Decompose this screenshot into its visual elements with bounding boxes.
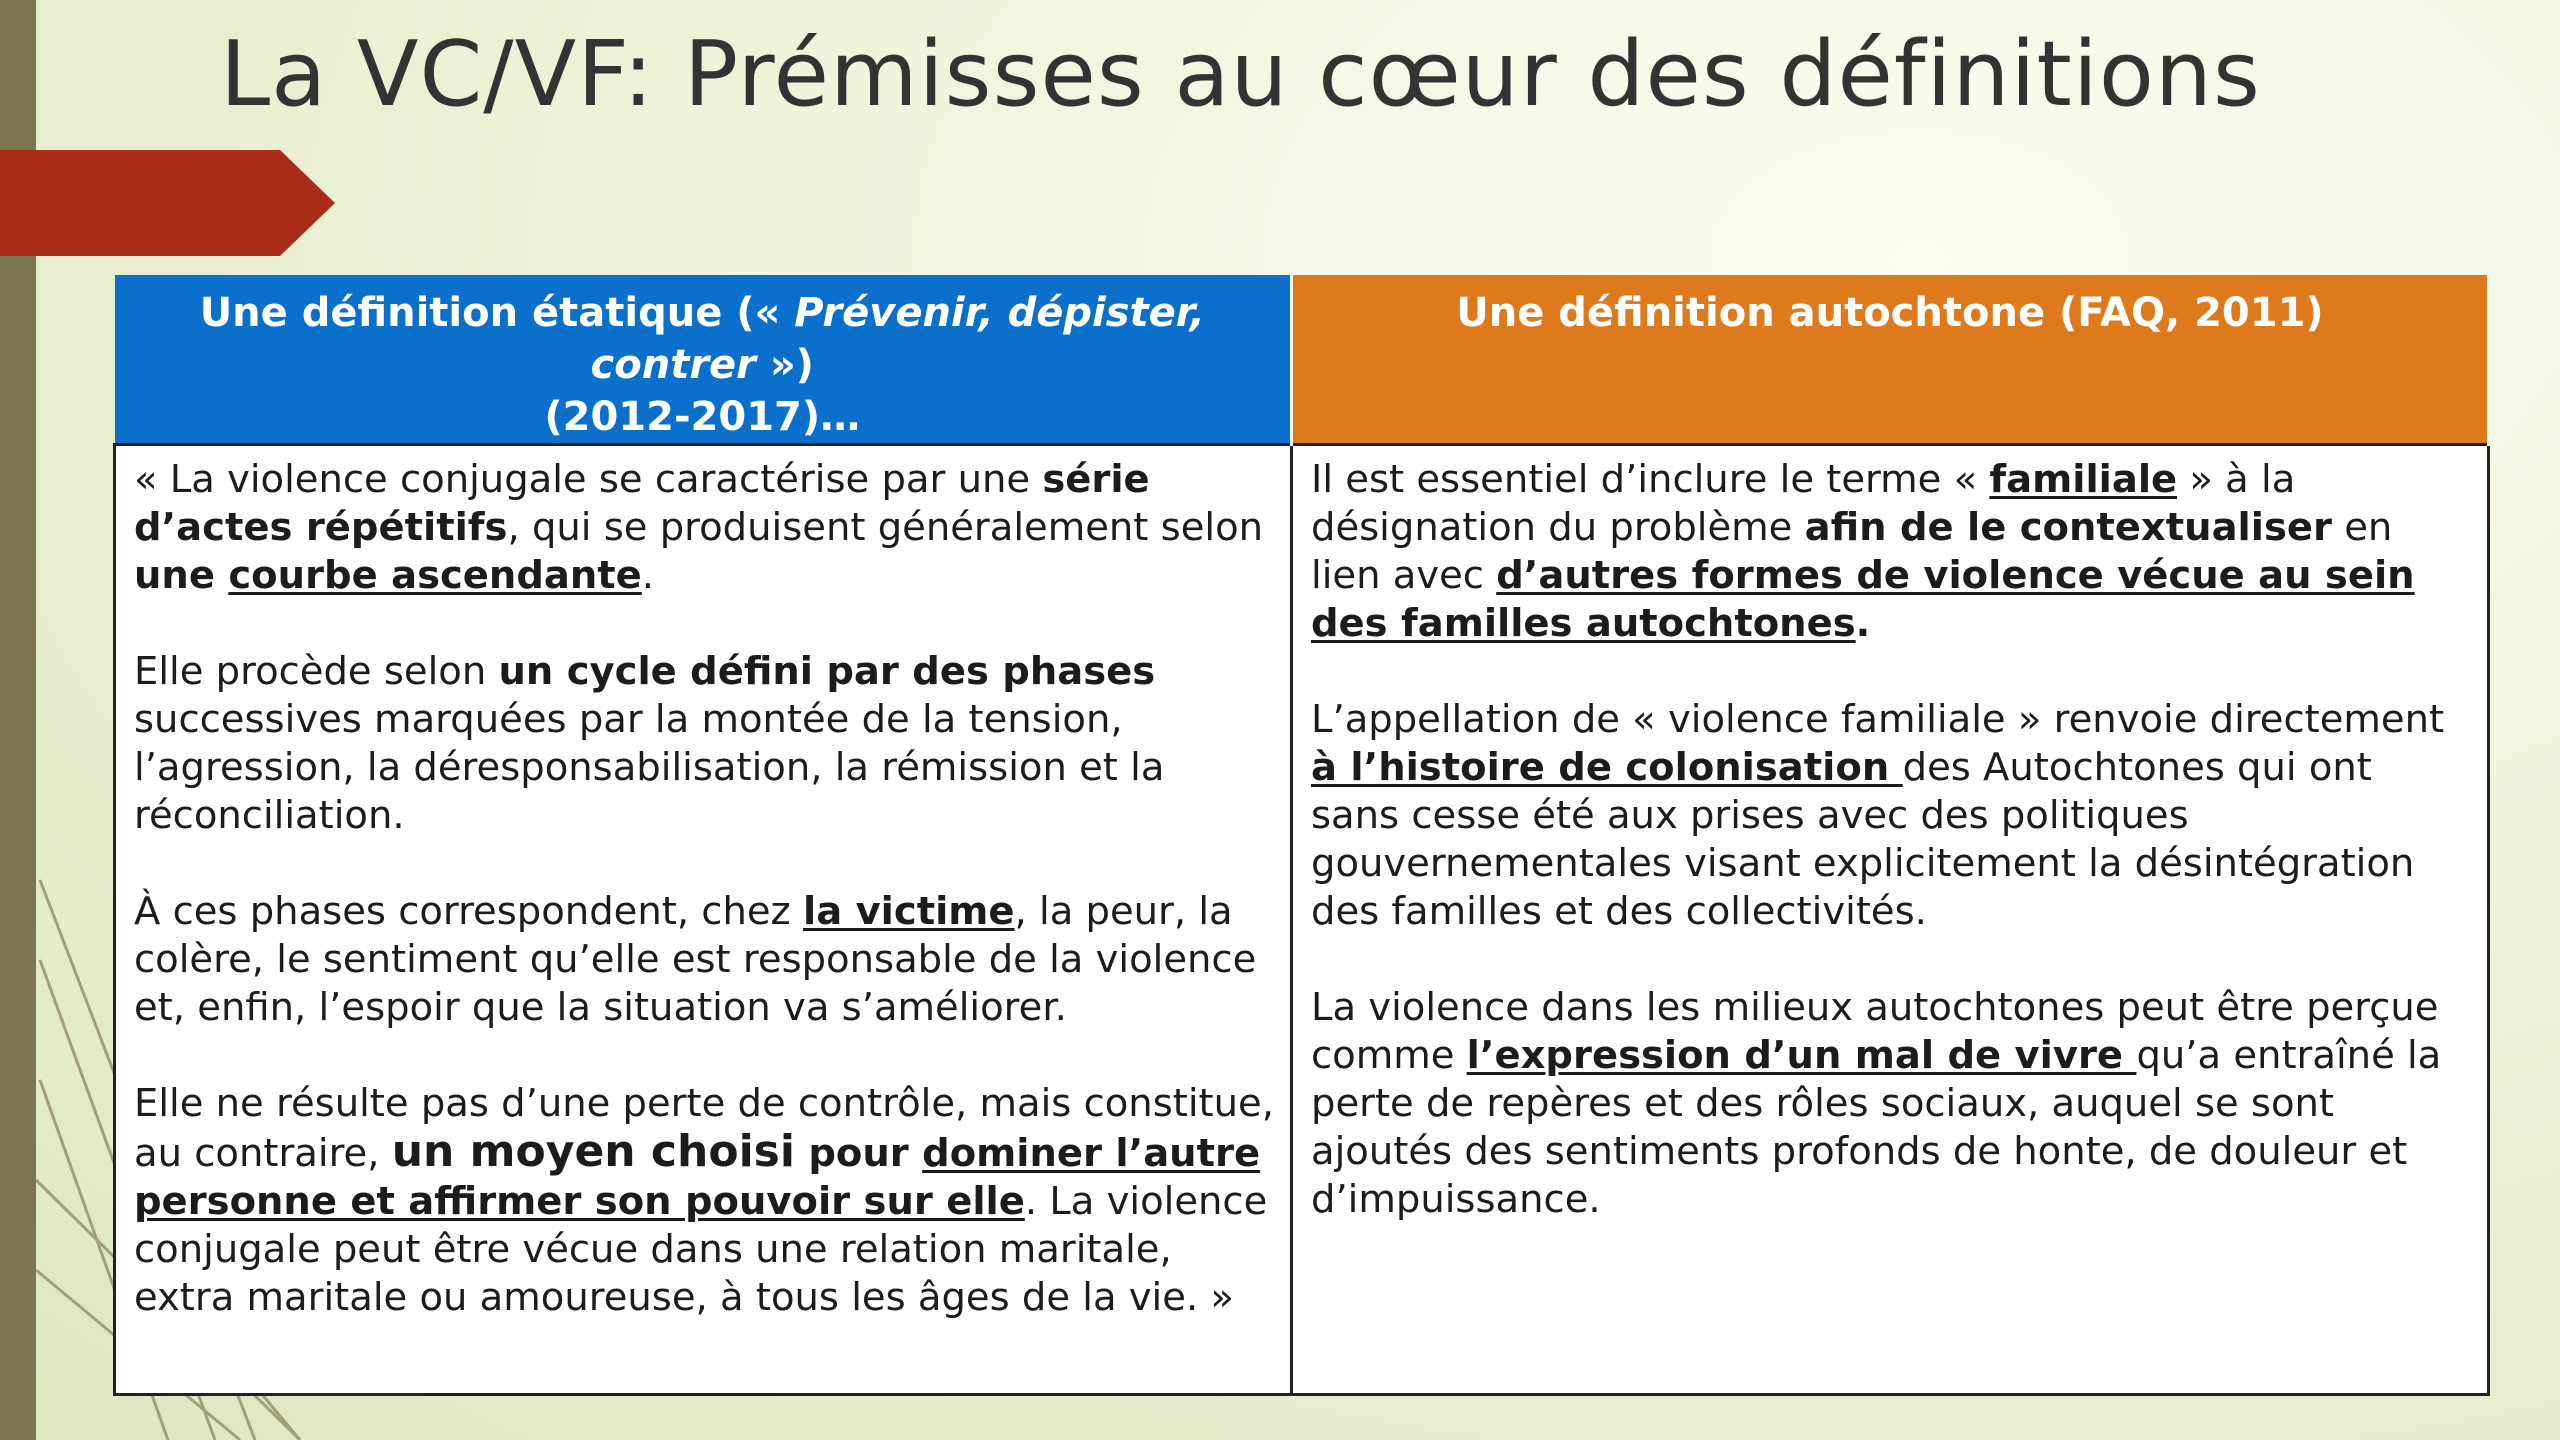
- slide-arrow-tab: [0, 150, 335, 256]
- bold-underlined-text: familiale: [1989, 457, 2178, 502]
- text: , qui se produisent généralement selon: [507, 505, 1264, 550]
- paragraph: [134, 648, 1274, 840]
- paragraph: [134, 888, 1274, 1032]
- indigenous-definition-header: Une définition autochtone (FAQ, 2011): [1292, 275, 2489, 445]
- text: » à la désignation du problème: [1311, 457, 2296, 550]
- paragraph: [134, 456, 1274, 600]
- bold-text: un cycle défini par des phases: [498, 649, 1156, 694]
- text: des Autochtones qui ont sans cesse été aux prises avec des politiques gouvernementales visant explicitement la désintégration des familles et des collectivités.: [1311, 745, 2415, 934]
- text: « La violence conjugale se caractérise par une: [134, 457, 1043, 502]
- header-italic-text: Prévenir, dépister, contrer: [590, 290, 1205, 388]
- bold-underlined-text: dominer l’autre personne et affirmer son pouvoir sur elle: [134, 1131, 1261, 1224]
- paragraph: [1311, 456, 2471, 648]
- bold-text: série d’actes répétitifs: [134, 457, 1150, 550]
- paragraph: [134, 1080, 1274, 1322]
- text: . La violence conjugale peut être vécue dans une relation maritale, extra maritale ou amoureuse, à tous les âges de la vie. »: [134, 1179, 1268, 1320]
- table-header-row: [115, 275, 2489, 445]
- text: Elle procède selon: [134, 649, 499, 694]
- bold-underlined-text: courbe ascendante: [228, 553, 642, 598]
- bold-underlined-text: d’autres formes de violence vécue au sein des familles autochtones: [1311, 553, 2415, 646]
- state-definition-header: [115, 275, 1292, 445]
- bold-large-text: un moyen choisi: [391, 1126, 795, 1177]
- bold-underlined-text: à l’histoire de colonisation: [1311, 745, 1903, 790]
- slide-title: La VC/VF: Prémisses au cœur des définitions: [220, 22, 2261, 127]
- indigenous-definition-cell: [1292, 445, 2489, 1395]
- text: successives marquées par la montée de la tension, l’agression, la déresponsabilisation, la rémission et la réconciliation.: [134, 697, 1165, 838]
- text: Il est essentiel d’inclure le terme «: [1311, 457, 1990, 502]
- header-text: Une définition étatique («: [199, 290, 795, 336]
- definitions-table: [113, 275, 2490, 1396]
- text: en lien avec: [1311, 505, 2393, 598]
- table-body-row: [115, 445, 2489, 1395]
- header-years: (2012-2017)…: [544, 394, 861, 440]
- paragraph: [1311, 984, 2471, 1224]
- text: L’appellation de « violence familiale » renvoie directement: [1311, 697, 2445, 742]
- text: Elle ne résulte pas d’une perte de contrôle, mais constitue, au contraire,: [134, 1081, 1274, 1176]
- bold-underlined-text: l’expression d’un mal de vivre: [1466, 1033, 2137, 1078]
- bold-text: .: [1855, 601, 1871, 646]
- paragraph: [1311, 696, 2471, 936]
- text: La violence dans les milieux autochtones peut être perçue comme: [1311, 985, 2439, 1078]
- state-definition-cell: [115, 445, 1292, 1395]
- text: , la peur, la colère, le sentiment qu’elle est responsable de la violence et, enfin, l’espoir que la situation va s’améliorer.: [134, 889, 1257, 1030]
- bold-underlined-text: la victime: [803, 889, 1015, 934]
- text: qu’a entraîné la perte de repères et des rôles sociaux, auquel se sont ajoutés des sentiments profonds de honte, de douleur et d’impuissance.: [1311, 1033, 2442, 1222]
- text: À ces phases correspondent, chez: [134, 889, 803, 934]
- bold-text: une: [134, 553, 229, 598]
- bold-text: afin de le contextualiser: [1804, 505, 2332, 550]
- header-text: »): [755, 342, 814, 388]
- bold-text: pour: [794, 1131, 923, 1176]
- text: .: [641, 553, 655, 598]
